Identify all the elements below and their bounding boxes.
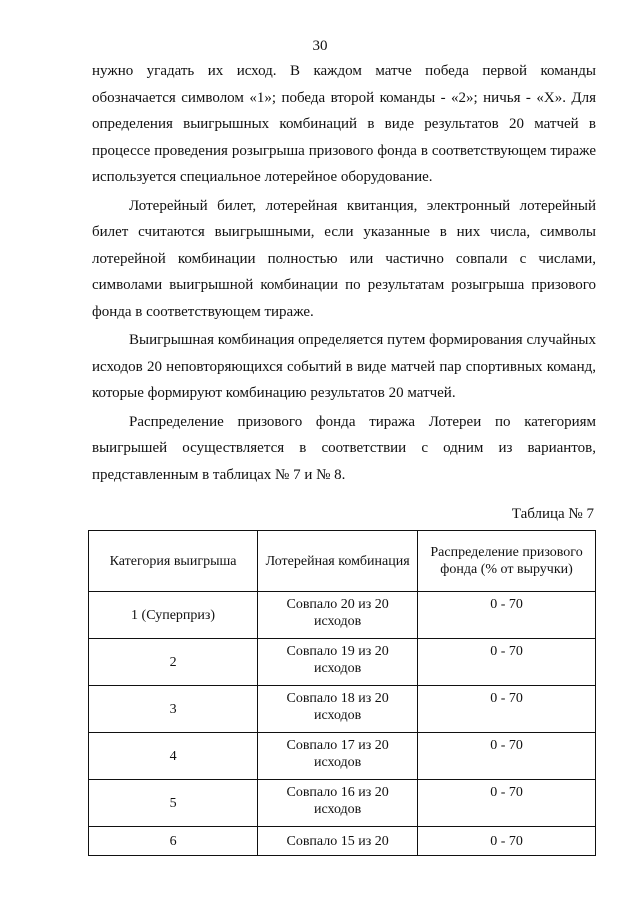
- table-row: [89, 686, 596, 733]
- cell-distribution: 0 - 70: [418, 827, 596, 856]
- cell-category: 1 (Суперприз): [89, 592, 258, 639]
- paragraph-2: Лотерейный билет, лотерейная квитанция, электронный лотерейный билет считаются выигрышными, если указанные в них числа, символы лотерейной комбинации полностью или частично совпали с числами, символами выигрышной комбинации по результатам розыгрыша призового фонда в соответствующем тираже.: [92, 197, 596, 320]
- cell-distribution: 0 - 70: [418, 780, 596, 827]
- page-number: 30: [312, 38, 328, 54]
- paragraph-3: Выигрышная комбинация определяется путем формирования случайных исходов 20 неповторяющихся событий в виде матчей пар спортивных команд, которые формируют комбинацию результатов 20 матчей.: [92, 332, 596, 401]
- cell-category: 6: [89, 827, 258, 856]
- cell-combination: Совпало 18 из 20 исходов: [258, 686, 418, 733]
- cell-combination: Совпало 20 из 20 исходов: [258, 592, 418, 639]
- header-distribution: Распределение призового фонда (% от выручки): [418, 531, 596, 592]
- header-combination: Лотерейная комбинация: [258, 531, 418, 592]
- table-row: [89, 733, 596, 780]
- cell-category: 4: [89, 733, 258, 780]
- body-text: [92, 58, 596, 490]
- cell-combination: Совпало 19 из 20 исходов: [258, 639, 418, 686]
- prize-distribution-table: [88, 530, 596, 856]
- table-row: [89, 827, 596, 856]
- paragraph-1: нужно угадать их исход. В каждом матче победа первой команды обозначается символом «1»; победа второй команды - «2»; ничья - «Х». Для определения выигрышных комбинаций в виде результатов 20 матчей в процессе проведения розыгрыша призового фонда в соответствующем тираже используется специальное лотерейное оборудование.: [92, 63, 596, 185]
- header-category: Категория выигрыша: [89, 531, 258, 592]
- cell-category: 3: [89, 686, 258, 733]
- paragraph-4: Распределение призового фонда тиража Лотереи по категориям выигрышей осуществляется в соответствии с одним из вариантов, представленным в таблицах № 7 и № 8.: [92, 413, 596, 483]
- table-row: [89, 780, 596, 827]
- cell-distribution: 0 - 70: [418, 592, 596, 639]
- cell-combination: Совпало 17 из 20 исходов: [258, 733, 418, 780]
- cell-category: 2: [89, 639, 258, 686]
- cell-distribution: 0 - 70: [418, 733, 596, 780]
- cell-distribution: 0 - 70: [418, 639, 596, 686]
- table-row: [89, 639, 596, 686]
- cell-distribution: 0 - 70: [418, 686, 596, 733]
- cell-combination: Совпало 16 из 20 исходов: [258, 780, 418, 827]
- table-row: [89, 592, 596, 639]
- table-caption: Таблица № 7: [511, 506, 594, 522]
- table-header-row: [89, 531, 596, 592]
- cell-combination: Совпало 15 из 20: [258, 827, 418, 856]
- cell-category: 5: [89, 780, 258, 827]
